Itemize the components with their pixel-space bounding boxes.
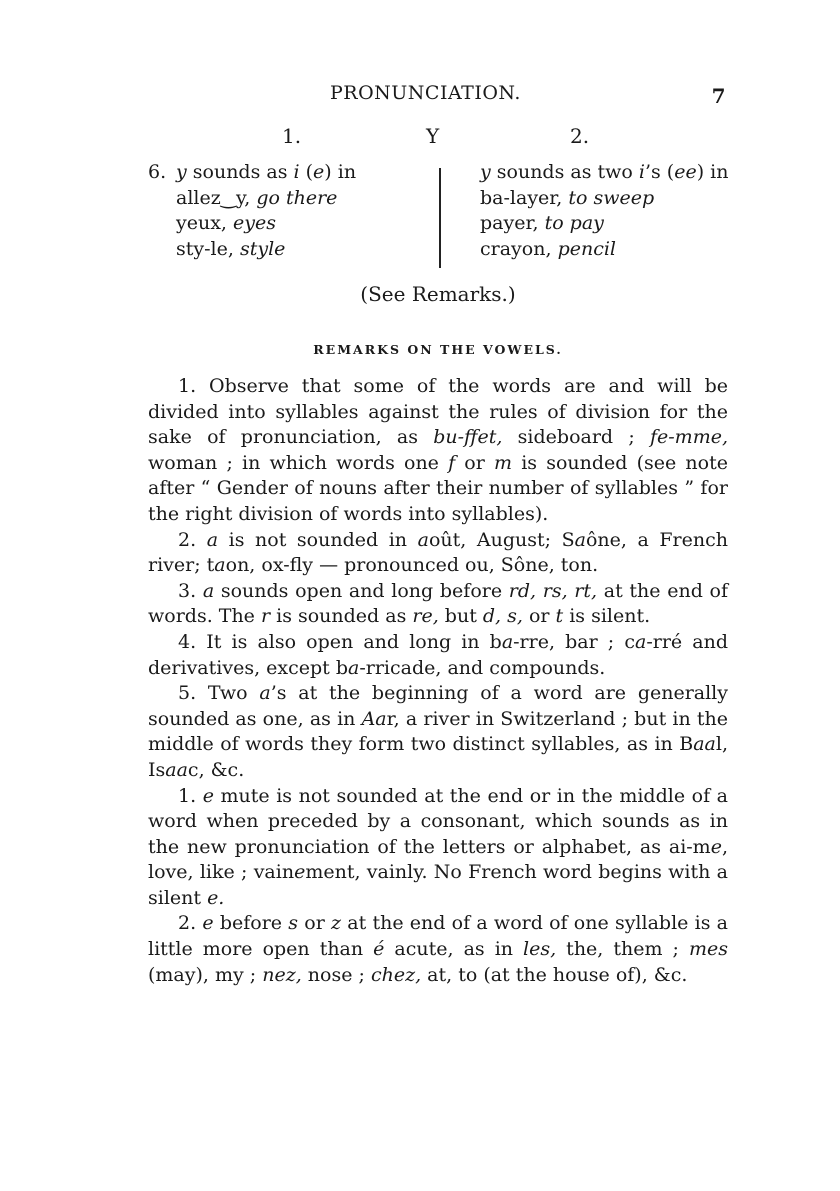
remark-paragraph-1: 1. Observe that some of the words are and will be divided into syllables against the rules of division for the sake of pronunciation, as bu-ffet, sideboard ; fe-mme, woman ; in which words one f or m is sounded (see note after “ Gender of nouns after their number of syllables ” for the right division of words into syllables). xyxy=(148,375,728,525)
left-example-3: sty-le, style xyxy=(176,237,286,260)
remark-paragraph-2: 2. a is not sounded in août, August; Saône, a French river; taon, ox-fly — pronounced ou, Sône, ton. xyxy=(148,528,729,577)
remark-paragraph-7: 2. e before s or z at the end of a word of one syllable is a little more open than é acute, as in les, the, them ; mes (may), my ; nez, nose ; chez, at, to (at the house of), &c. xyxy=(148,912,728,986)
column-heading-1: 1. xyxy=(282,124,302,148)
pronunciation-table xyxy=(148,160,732,270)
column-divider xyxy=(439,168,441,268)
remarks-body xyxy=(148,374,728,988)
page-header xyxy=(146,82,730,112)
left-example-1: allez‿y, go there xyxy=(176,186,338,209)
right-example-3: crayon, pencil xyxy=(480,237,617,260)
section-heading: REMARKS ON THE VOWELS. xyxy=(313,342,563,357)
right-example-1: ba-layer, to sweep xyxy=(480,186,655,209)
left-intro: 6. y sounds as i (e) in xyxy=(148,161,357,183)
remark-paragraph-4: 4. It is also open and long in ba-rre, bar ; ca-rré and derivatives, except ba-rricade, and compounds. xyxy=(148,630,728,679)
column-heading-2: 2. xyxy=(570,124,590,148)
right-intro: y sounds as two i’s (ee) in xyxy=(480,161,729,183)
remark-paragraph-5: 5. Two a’s at the beginning of a word are generally sounded as one, as in Aar, a river in Switzerland ; but in the middle of words they form two distinct syllables, as in Baal, Isaac, &c. xyxy=(148,682,728,781)
column-heading-letter: Y xyxy=(426,124,440,148)
table-right-column xyxy=(480,160,732,262)
page-number: 7 xyxy=(711,84,726,108)
column-headings xyxy=(146,124,730,154)
left-example-2: yeux, eyes xyxy=(176,212,277,234)
running-title: PRONUNCIATION. xyxy=(330,82,521,104)
see-remarks-note: (See Remarks.) xyxy=(360,282,516,306)
table-left-column xyxy=(148,160,430,262)
remark-paragraph-6: 1. e mute is not sounded at the end or in the middle of a word when preceded by a consonant, which sounds as in the new pronunciation of the letters or alphabet, as ai-me, love, like ; vainement, vainly. No French word begins with a silent e. xyxy=(148,784,729,909)
remark-paragraph-3: 3. a sounds open and long before rd, rs, rt, at the end of words. The r is sounded as re, but d, s, or t is silent. xyxy=(148,579,729,628)
right-example-2: payer, to pay xyxy=(480,212,604,234)
